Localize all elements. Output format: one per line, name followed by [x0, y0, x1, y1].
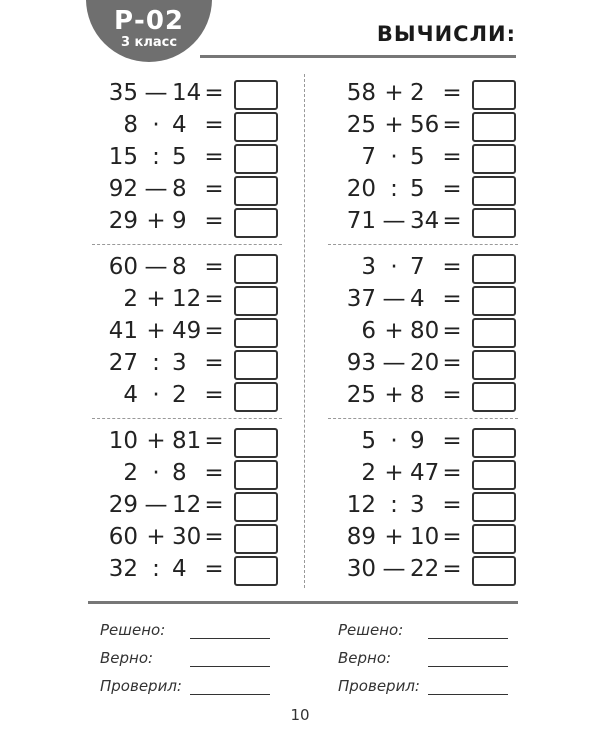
answer-box[interactable]	[472, 112, 516, 142]
answer-box[interactable]	[472, 428, 516, 458]
equals-sign: =	[442, 350, 462, 376]
operator: ·	[390, 144, 398, 170]
problem-right-7	[326, 283, 516, 315]
operand-a: 60	[108, 524, 138, 550]
answer-box[interactable]	[472, 524, 516, 554]
equals-sign: =	[204, 460, 224, 486]
equals-sign: =	[442, 176, 462, 202]
answer-box[interactable]	[472, 382, 516, 412]
problem-left-13	[88, 489, 278, 521]
operand-a: 37	[346, 286, 376, 312]
operand-b: 30	[172, 524, 202, 550]
problem-right-15	[326, 553, 516, 585]
operand-b: 9	[172, 208, 187, 234]
operator: +	[384, 112, 404, 138]
operand-b: 80	[410, 318, 440, 344]
operand-a: 93	[346, 350, 376, 376]
equals-sign: =	[442, 112, 462, 138]
column-divider	[304, 74, 305, 588]
title-underline	[200, 55, 516, 58]
answer-box[interactable]	[472, 350, 516, 380]
operand-b: 8	[172, 460, 187, 486]
operand-b: 49	[172, 318, 202, 344]
operand-a: 3	[361, 254, 376, 280]
problem-left-4	[88, 173, 278, 205]
operand-a: 25	[346, 382, 376, 408]
operator: ·	[390, 254, 398, 280]
problem-left-14	[88, 521, 278, 553]
problem-right-6	[326, 251, 516, 283]
equals-sign: =	[204, 524, 224, 550]
operator: —	[144, 254, 168, 280]
solved-line[interactable]	[190, 638, 270, 639]
solved-line[interactable]	[428, 638, 508, 639]
operator: ·	[152, 460, 160, 486]
group-separator-right-2	[328, 418, 518, 419]
checked-label: Проверил:	[338, 677, 420, 695]
problem-right-8	[326, 315, 516, 347]
answer-box[interactable]	[234, 176, 278, 206]
equals-sign: =	[204, 254, 224, 280]
group-separator-right-1	[328, 244, 518, 245]
operand-a: 29	[108, 492, 138, 518]
problem-left-6	[88, 251, 278, 283]
operand-a: 10	[108, 428, 138, 454]
answer-box[interactable]	[472, 144, 516, 174]
equals-sign: =	[204, 556, 224, 582]
answer-box[interactable]	[234, 144, 278, 174]
group-separator-left-1	[92, 244, 282, 245]
operator: +	[384, 318, 404, 344]
operand-a: 60	[108, 254, 138, 280]
operand-b: 34	[410, 208, 440, 234]
problem-left-10	[88, 379, 278, 411]
operand-b: 7	[410, 254, 425, 280]
operand-b: 3	[172, 350, 187, 376]
equals-sign: =	[442, 254, 462, 280]
equals-sign: =	[442, 318, 462, 344]
answer-box[interactable]	[472, 80, 516, 110]
operand-a: 2	[123, 286, 138, 312]
operator: ·	[390, 428, 398, 454]
problem-left-9	[88, 347, 278, 379]
operand-a: 2	[123, 460, 138, 486]
answer-box[interactable]	[234, 460, 278, 490]
problem-right-12	[326, 457, 516, 489]
operator: ·	[152, 382, 160, 408]
operand-a: 41	[108, 318, 138, 344]
operator: +	[146, 286, 166, 312]
operand-b: 12	[172, 286, 202, 312]
operand-b: 10	[410, 524, 440, 550]
operand-a: 12	[346, 492, 376, 518]
operand-b: 5	[172, 144, 187, 170]
operand-b: 4	[172, 556, 187, 582]
equals-sign: =	[204, 80, 224, 106]
correct-line[interactable]	[190, 666, 270, 667]
problem-right-1	[326, 77, 516, 109]
operand-b: 9	[410, 428, 425, 454]
operand-a: 30	[346, 556, 376, 582]
operand-a: 15	[108, 144, 138, 170]
operand-a: 32	[108, 556, 138, 582]
equals-sign: =	[204, 382, 224, 408]
answer-box[interactable]	[472, 176, 516, 206]
operator: —	[382, 556, 406, 582]
operator: :	[390, 176, 398, 202]
operator: —	[382, 350, 406, 376]
operand-b: 5	[410, 176, 425, 202]
problem-right-11	[326, 425, 516, 457]
answer-box[interactable]	[234, 286, 278, 316]
operand-a: 71	[346, 208, 376, 234]
operator: +	[384, 524, 404, 550]
operand-b: 20	[410, 350, 440, 376]
problem-left-15	[88, 553, 278, 585]
operator: +	[146, 428, 166, 454]
problem-left-7	[88, 283, 278, 315]
operand-a: 8	[123, 112, 138, 138]
operand-b: 14	[172, 80, 202, 106]
answer-box[interactable]	[472, 318, 516, 348]
answer-box[interactable]	[234, 318, 278, 348]
answer-box[interactable]	[234, 254, 278, 284]
answer-box[interactable]	[472, 492, 516, 522]
problem-right-13	[326, 489, 516, 521]
answer-box[interactable]	[472, 556, 516, 586]
checked-line[interactable]	[428, 694, 508, 695]
page-number: 10	[290, 706, 310, 724]
operand-a: 7	[361, 144, 376, 170]
operand-a: 2	[361, 460, 376, 486]
operator: —	[144, 176, 168, 202]
operand-a: 6	[361, 318, 376, 344]
worksheet-code: Р-02	[113, 6, 185, 36]
problem-left-3	[88, 141, 278, 173]
operand-b: 47	[410, 460, 440, 486]
answer-box[interactable]	[472, 460, 516, 490]
operand-a: 92	[108, 176, 138, 202]
correct-label: Верно:	[100, 649, 154, 667]
operator: +	[384, 382, 404, 408]
solved-label: Решено:	[100, 621, 166, 639]
operand-b: 3	[410, 492, 425, 518]
equals-sign: =	[204, 208, 224, 234]
operator: ·	[152, 112, 160, 138]
operator: +	[146, 318, 166, 344]
operator: —	[382, 286, 406, 312]
answer-box[interactable]	[472, 286, 516, 316]
problem-right-2	[326, 109, 516, 141]
operand-b: 2	[172, 382, 187, 408]
answer-box[interactable]	[234, 208, 278, 238]
correct-label: Верно:	[338, 649, 392, 667]
operand-b: 22	[410, 556, 440, 582]
equals-sign: =	[204, 176, 224, 202]
equals-sign: =	[442, 556, 462, 582]
page-title: ВЫЧИСЛИ:	[376, 22, 516, 46]
equals-sign: =	[442, 524, 462, 550]
equals-sign: =	[204, 286, 224, 312]
operator: :	[152, 144, 160, 170]
operand-a: 89	[346, 524, 376, 550]
operand-a: 27	[108, 350, 138, 376]
problem-left-12	[88, 457, 278, 489]
operator: —	[144, 492, 168, 518]
equals-sign: =	[442, 286, 462, 312]
operand-b: 8	[172, 254, 187, 280]
solved-label: Решено:	[338, 621, 404, 639]
equals-sign: =	[204, 318, 224, 344]
equals-sign: =	[442, 492, 462, 518]
equals-sign: =	[442, 80, 462, 106]
operand-a: 58	[346, 80, 376, 106]
operand-a: 4	[123, 382, 138, 408]
grade-label: 3 класс	[120, 35, 178, 50]
operator: :	[152, 350, 160, 376]
worksheet-badge	[86, 0, 212, 62]
operator: :	[152, 556, 160, 582]
operand-b: 12	[172, 492, 202, 518]
correct-line[interactable]	[428, 666, 508, 667]
answer-box[interactable]	[234, 80, 278, 110]
answer-box[interactable]	[234, 556, 278, 586]
problem-left-2	[88, 109, 278, 141]
equals-sign: =	[204, 350, 224, 376]
operator: —	[144, 80, 168, 106]
problem-right-4	[326, 173, 516, 205]
equals-sign: =	[442, 382, 462, 408]
operator: +	[146, 208, 166, 234]
equals-sign: =	[204, 428, 224, 454]
problem-left-5	[88, 205, 278, 237]
answer-box[interactable]	[472, 208, 516, 238]
answer-box[interactable]	[234, 492, 278, 522]
operand-a: 20	[346, 176, 376, 202]
operand-b: 81	[172, 428, 202, 454]
operand-b: 4	[410, 286, 425, 312]
problem-right-9	[326, 347, 516, 379]
footer-rule	[88, 601, 518, 604]
operator: +	[146, 524, 166, 550]
equals-sign: =	[442, 428, 462, 454]
equals-sign: =	[442, 208, 462, 234]
operator: —	[382, 208, 406, 234]
operand-b: 8	[410, 382, 425, 408]
equals-sign: =	[442, 144, 462, 170]
problem-right-3	[326, 141, 516, 173]
operand-a: 29	[108, 208, 138, 234]
answer-box[interactable]	[234, 428, 278, 458]
answer-box[interactable]	[472, 254, 516, 284]
problem-left-1	[88, 77, 278, 109]
checked-label: Проверил:	[100, 677, 182, 695]
equals-sign: =	[204, 492, 224, 518]
answer-box[interactable]	[234, 524, 278, 554]
operand-b: 5	[410, 144, 425, 170]
operand-a: 5	[361, 428, 376, 454]
checked-line[interactable]	[190, 694, 270, 695]
operand-a: 35	[108, 80, 138, 106]
problem-left-8	[88, 315, 278, 347]
operand-b: 2	[410, 80, 425, 106]
operand-b: 4	[172, 112, 187, 138]
operand-b: 56	[410, 112, 440, 138]
equals-sign: =	[204, 144, 224, 170]
operand-a: 25	[346, 112, 376, 138]
problem-right-5	[326, 205, 516, 237]
operator: :	[390, 492, 398, 518]
problem-right-10	[326, 379, 516, 411]
equals-sign: =	[204, 112, 224, 138]
equals-sign: =	[442, 460, 462, 486]
operator: +	[384, 80, 404, 106]
operator: +	[384, 460, 404, 486]
answer-box[interactable]	[234, 382, 278, 412]
problem-left-11	[88, 425, 278, 457]
answer-box[interactable]	[234, 350, 278, 380]
operand-b: 8	[172, 176, 187, 202]
group-separator-left-2	[92, 418, 282, 419]
answer-box[interactable]	[234, 112, 278, 142]
problem-right-14	[326, 521, 516, 553]
